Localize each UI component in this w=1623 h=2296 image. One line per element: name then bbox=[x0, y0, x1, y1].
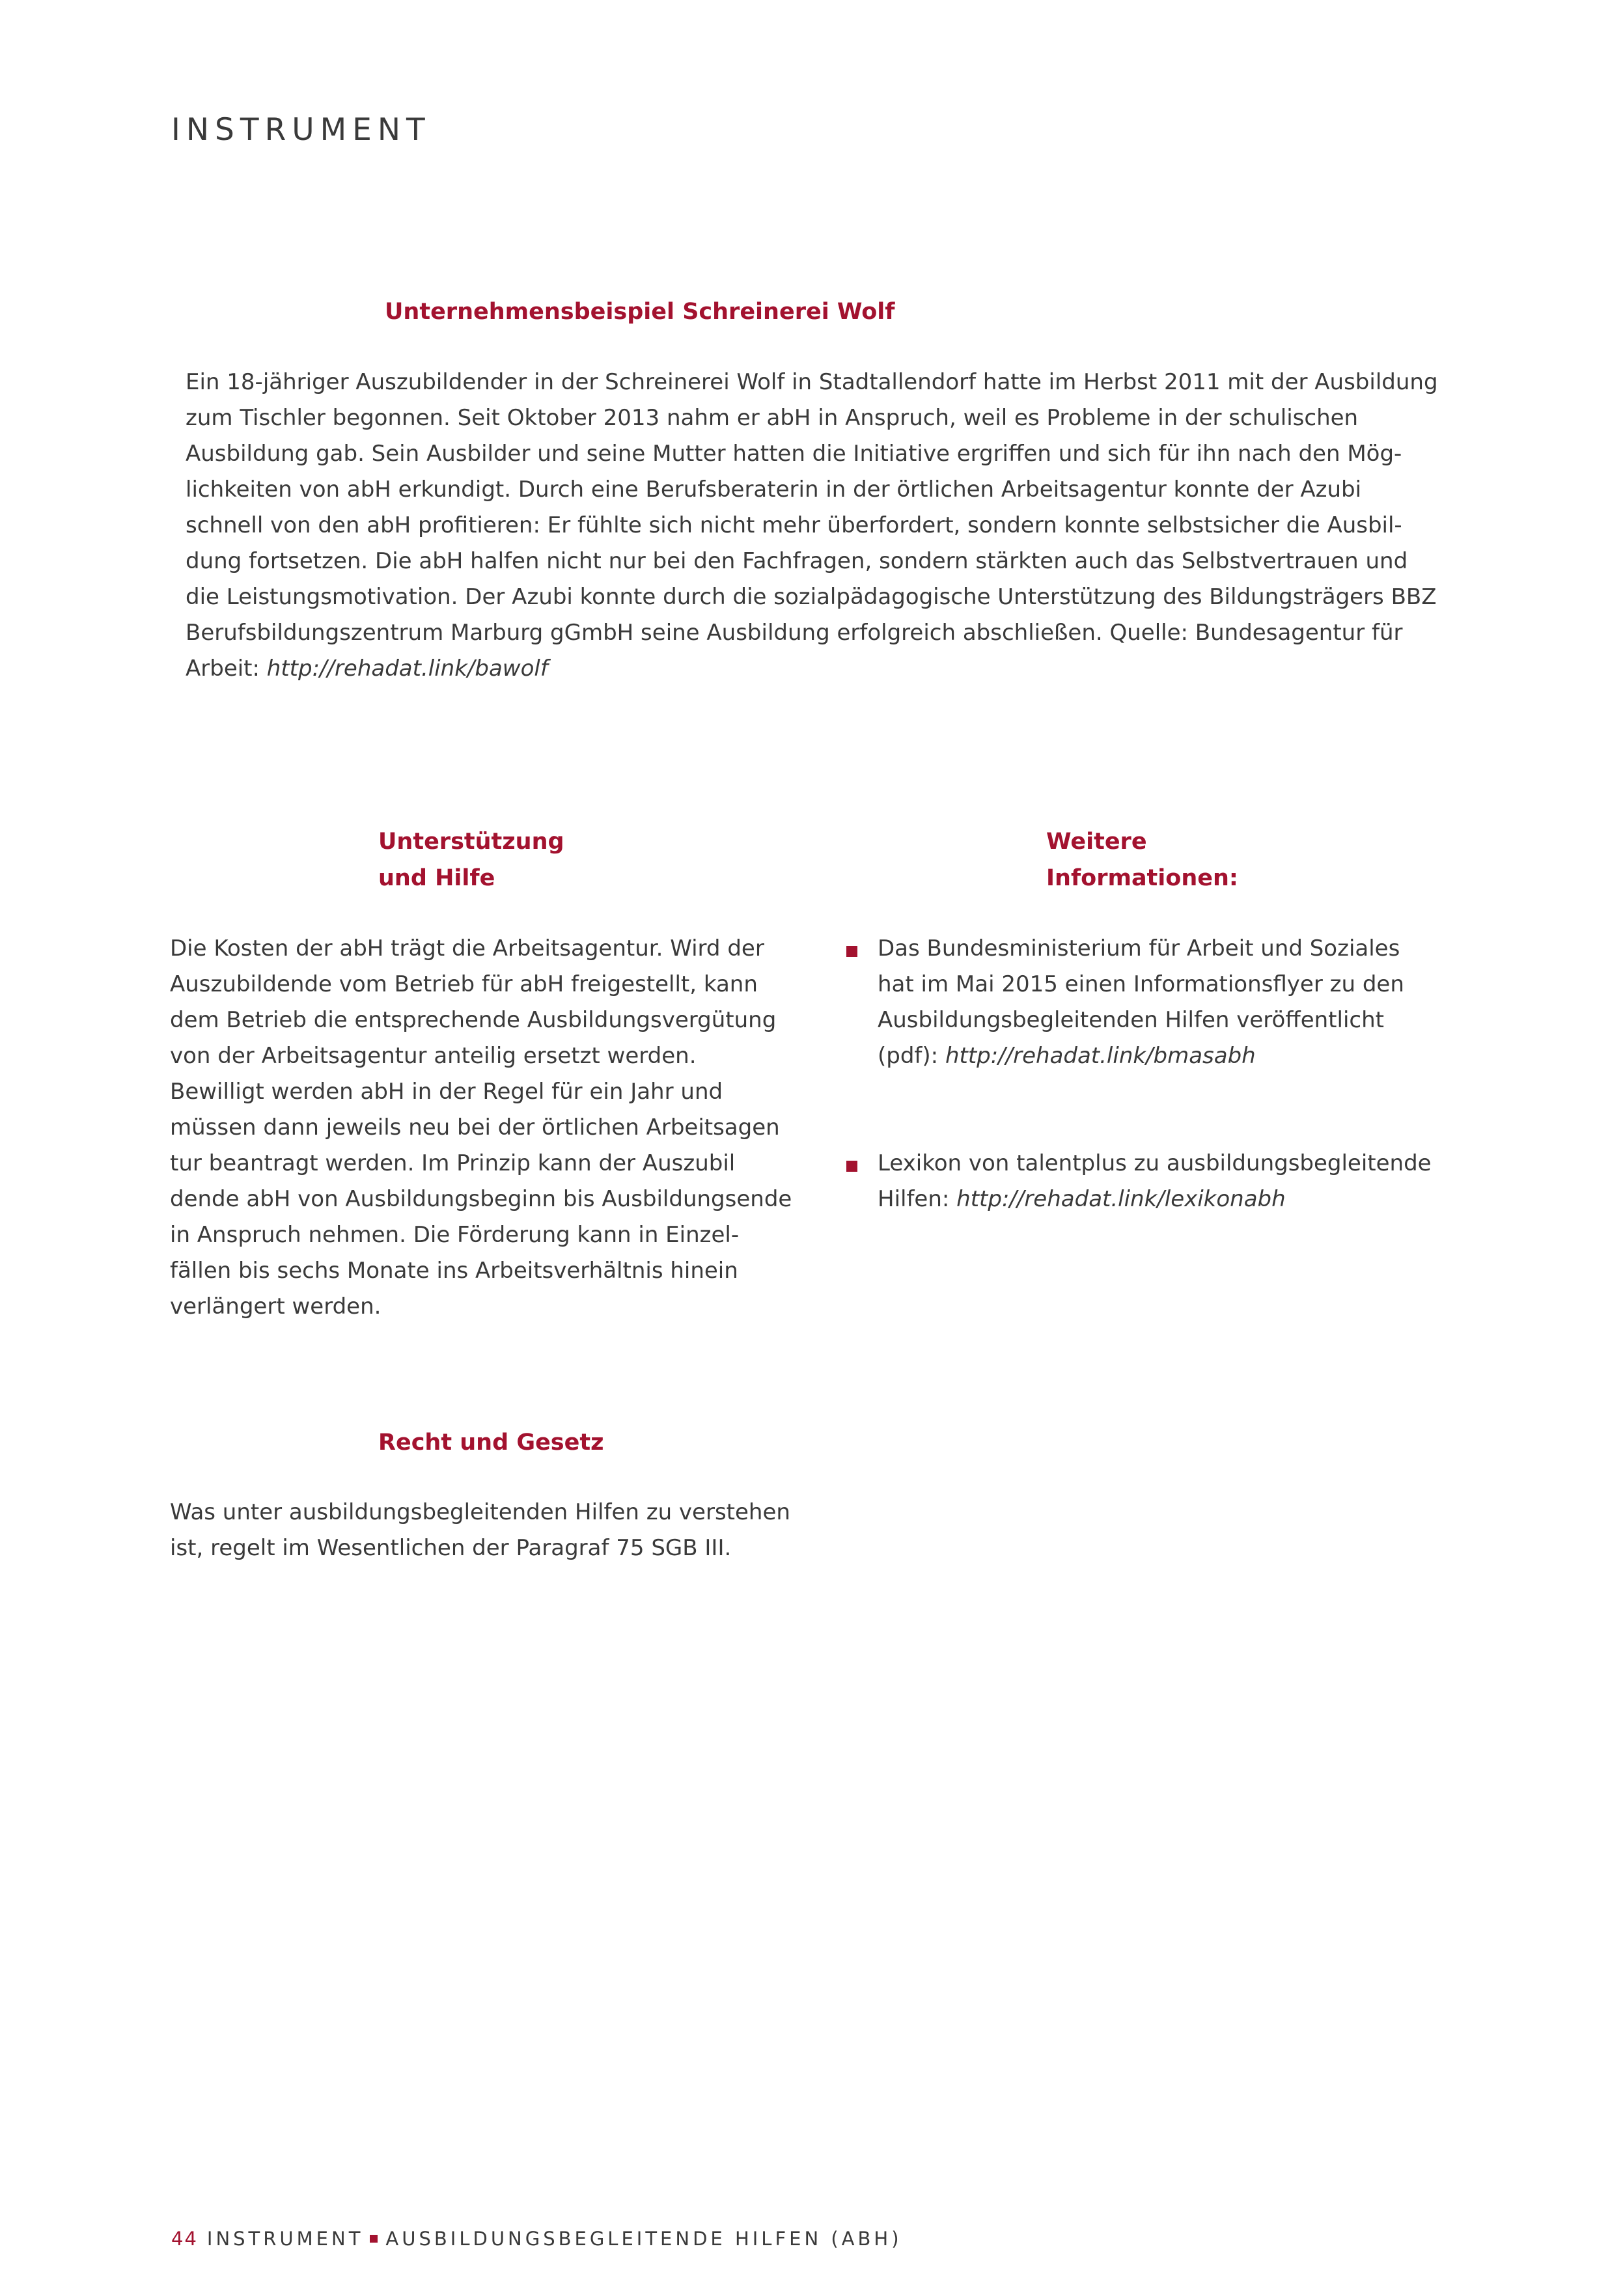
info-heading bbox=[1046, 823, 1238, 896]
example-line: zum Tischler begonnen. Seit Oktober 2013 nahm er abH in Anspruch, weil es Probleme in der schulischen bbox=[186, 405, 1359, 431]
info-item2-prefix: Hilfen: bbox=[878, 1186, 957, 1212]
example-line: Ausbildung gab. Sein Ausbilder und seine Mutter hatten die Initiative ergriffen und sich für ihn nach den Mög- bbox=[186, 441, 1402, 467]
bullet-square-icon bbox=[846, 1161, 857, 1172]
support-paragraph bbox=[170, 931, 821, 1325]
support-line: dende abH von Ausbildungsbeginn bis Ausbildungsende bbox=[170, 1186, 792, 1212]
support-line: in Anspruch nehmen. Die Förderung kann in Einzel- bbox=[170, 1222, 740, 1248]
bullet-square-icon bbox=[846, 946, 857, 957]
info-item1-line: Das Bundesministerium für Arbeit und Soziales bbox=[878, 935, 1400, 961]
example-line-last bbox=[186, 651, 1439, 687]
support-line: fällen bis sechs Monate ins Arbeitsverhältnis hinein bbox=[170, 1258, 738, 1284]
example-line: schnell von den abH profitieren: Er fühlte sich nicht mehr überfordert, sondern konnte selbstsicher die Ausbil- bbox=[186, 512, 1402, 538]
support-line: dem Betrieb die entsprechende Ausbildungsvergütung bbox=[170, 1007, 777, 1033]
example-heading: Unternehmensbeispiel Schreinerei Wolf bbox=[385, 299, 895, 325]
law-line: Was unter ausbildungsbegleitenden Hilfen zu verstehen bbox=[170, 1499, 790, 1525]
page-footer bbox=[171, 2228, 902, 2250]
example-last-prefix: Arbeit: bbox=[186, 656, 267, 682]
section-label: INSTRUMENT bbox=[171, 112, 431, 148]
info-list-item bbox=[846, 1146, 1465, 1217]
info-list bbox=[846, 931, 1465, 1217]
info-item2-last bbox=[878, 1182, 1465, 1217]
example-line: die Leistungsmotivation. Der Azubi konnte durch die sozialpädagogische Unterstützung des Bildungsträgers BBZ bbox=[186, 584, 1437, 610]
info-item1-prefix: (pdf): bbox=[878, 1043, 945, 1069]
support-heading bbox=[378, 823, 564, 896]
support-heading-line1: Unterstützung bbox=[378, 829, 564, 855]
support-line: von der Arbeitsagentur anteilig ersetzt werden. bbox=[170, 1043, 697, 1069]
law-paragraph bbox=[170, 1495, 821, 1566]
support-heading-line2: und Hilfe bbox=[378, 865, 495, 891]
support-line: müssen dann jeweils neu bei der örtlichen Arbeitsagen bbox=[170, 1114, 780, 1141]
footer-section: INSTRUMENT bbox=[206, 2228, 364, 2250]
info-heading-line1: Weitere bbox=[1046, 829, 1147, 855]
talentplus-lexikon-link[interactable]: http://rehadat.link/lexikonabh bbox=[956, 1186, 1286, 1212]
example-line: Ein 18-jähriger Auszubildender in der Schreinerei Wolf in Stadtallendorf hatte im Herbst 2011 mit der Ausbildung bbox=[186, 369, 1438, 395]
info-item1-last bbox=[878, 1038, 1465, 1074]
support-line: Die Kosten der abH trägt die Arbeitsagentur. Wird der bbox=[170, 935, 764, 961]
support-line: verlängert werden. bbox=[170, 1293, 381, 1320]
example-line: lichkeiten von abH erkundigt. Durch eine Berufsberaterin in der örtlichen Arbeitsagentur konnte der Azubi bbox=[186, 477, 1362, 503]
footer-title: AUSBILDUNGSBEGLEITENDE HILFEN (ABH) bbox=[385, 2228, 902, 2250]
info-item2-line: Lexikon von talentplus zu ausbildungsbegleitende bbox=[878, 1150, 1432, 1176]
example-line: dung fortsetzen. Die abH halfen nicht nur bei den Fachfragen, sondern stärkten auch das Selbstvertrauen und bbox=[186, 548, 1408, 574]
page-number: 44 bbox=[171, 2228, 198, 2250]
info-heading-line2: Informationen: bbox=[1046, 865, 1238, 891]
example-paragraph bbox=[186, 365, 1439, 687]
info-item1-line: hat im Mai 2015 einen Informationsflyer zu den bbox=[878, 971, 1404, 997]
support-line: Auszubildende vom Betrieb für abH freigestellt, kann bbox=[170, 971, 758, 997]
footer-separator-icon bbox=[370, 2235, 378, 2243]
info-list-item bbox=[846, 931, 1465, 1074]
bmas-flyer-link[interactable]: http://rehadat.link/bmasabh bbox=[945, 1043, 1256, 1069]
law-heading: Recht und Gesetz bbox=[378, 1430, 604, 1456]
example-source-link[interactable]: http://rehadat.link/bawolf bbox=[266, 656, 548, 682]
support-line: Bewilligt werden abH in der Regel für ein Jahr und bbox=[170, 1079, 723, 1105]
info-item1-line: Ausbildungsbegleitenden Hilfen veröffentlicht bbox=[878, 1007, 1384, 1033]
support-line: tur beantragt werden. Im Prinzip kann der Auszubil bbox=[170, 1150, 736, 1176]
law-line: ist, regelt im Wesentlichen der Paragraf 75 SGB III. bbox=[170, 1535, 732, 1561]
example-line: Berufsbildungszentrum Marburg gGmbH seine Ausbildung erfolgreich abschließen. Quelle: Bundesagentur für bbox=[186, 620, 1403, 646]
